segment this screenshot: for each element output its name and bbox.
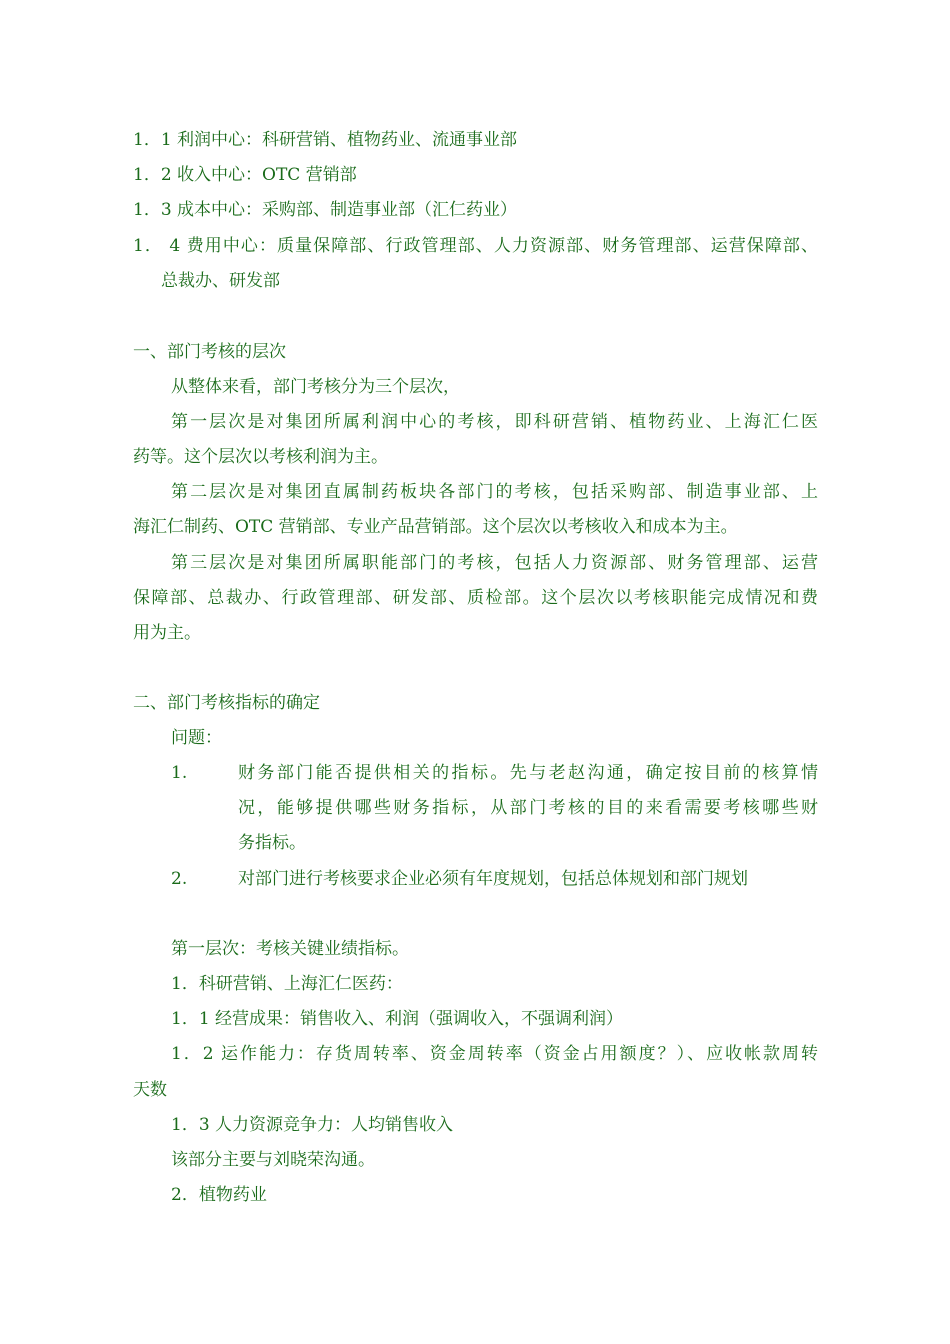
item-2: 2．植物药业 [171,1185,267,1205]
level-2-paragraph: 第二层次是对集团直属制药板块各部门的考核，包括采购部、制造事业部、上 [171,482,818,502]
level-1-paragraph: 第一层次是对集团所属利润中心的考核，即科研营销、植物药业、上海汇仁医 [171,412,818,432]
item-1-3: 1．3 人力资源竞争力：人均销售收入 [171,1115,454,1135]
question-label: 问题： [171,728,222,748]
level-2-paragraph-cont: 海汇仁制药、OTC 营销部、专业产品营销部。这个层次以考核收入和成本为主。 [133,517,738,537]
profit-center-line: 1．1 利润中心：科研营销、植物药业、流通事业部 [133,130,518,150]
question-1-number: 1. [171,763,188,783]
question-1-text-end: 务指标。 [238,833,306,853]
level-1-title: 第一层次：考核关键业绩指标。 [171,939,409,959]
question-1-text: 财务部门能否提供相关的指标。先与老赵沟通，确定按目前的核算情 [238,763,818,783]
level-3-paragraph: 第三层次是对集团所属职能部门的考核，包括人力资源部、财务管理部、运营 [171,553,818,573]
item-1: 1．科研营销、上海汇仁医药： [171,974,403,994]
item-1-1: 1．1 经营成果：销售收入、利润（强调收入，不强调利润） [171,1009,624,1029]
note-line: 该部分主要与刘晓荣沟通。 [171,1150,375,1170]
item-1-2: 1．2 运作能力：存货周转率、资金周转率（资金占用额度？）、应收帐款周转 [171,1044,818,1064]
item-1-2-cont: 天数 [133,1080,167,1100]
expense-center-line-cont: 总裁办、研发部 [161,271,280,291]
section-1-heading: 一、部门考核的层次 [133,342,286,362]
level-3-paragraph-cont: 保障部、总裁办、行政管理部、研发部、质检部。这个层次以考核职能完成情况和费 [133,588,818,608]
section-2-heading: 二、部门考核指标的确定 [133,693,320,713]
expense-center-line: 1． 4 费用中心：质量保障部、行政管理部、人力资源部、财务管理部、运营保障部、 [133,236,818,256]
level-3-paragraph-end: 用为主。 [133,623,201,643]
section-1-intro: 从整体来看，部门考核分为三个层次， [171,377,460,397]
question-2-text: 对部门进行考核要求企业必须有年度规划，包括总体规划和部门规划 [238,869,748,889]
question-1-text-cont: 况，能够提供哪些财务指标，从部门考核的目的来看需要考核哪些财 [238,798,818,818]
cost-center-line: 1．3 成本中心：采购部、制造事业部（汇仁药业） [133,200,518,220]
revenue-center-line: 1．2 收入中心：OTC 营销部 [133,165,357,185]
question-2-number: 2. [171,869,188,889]
level-1-paragraph-cont: 药等。这个层次以考核利润为主。 [133,447,388,467]
